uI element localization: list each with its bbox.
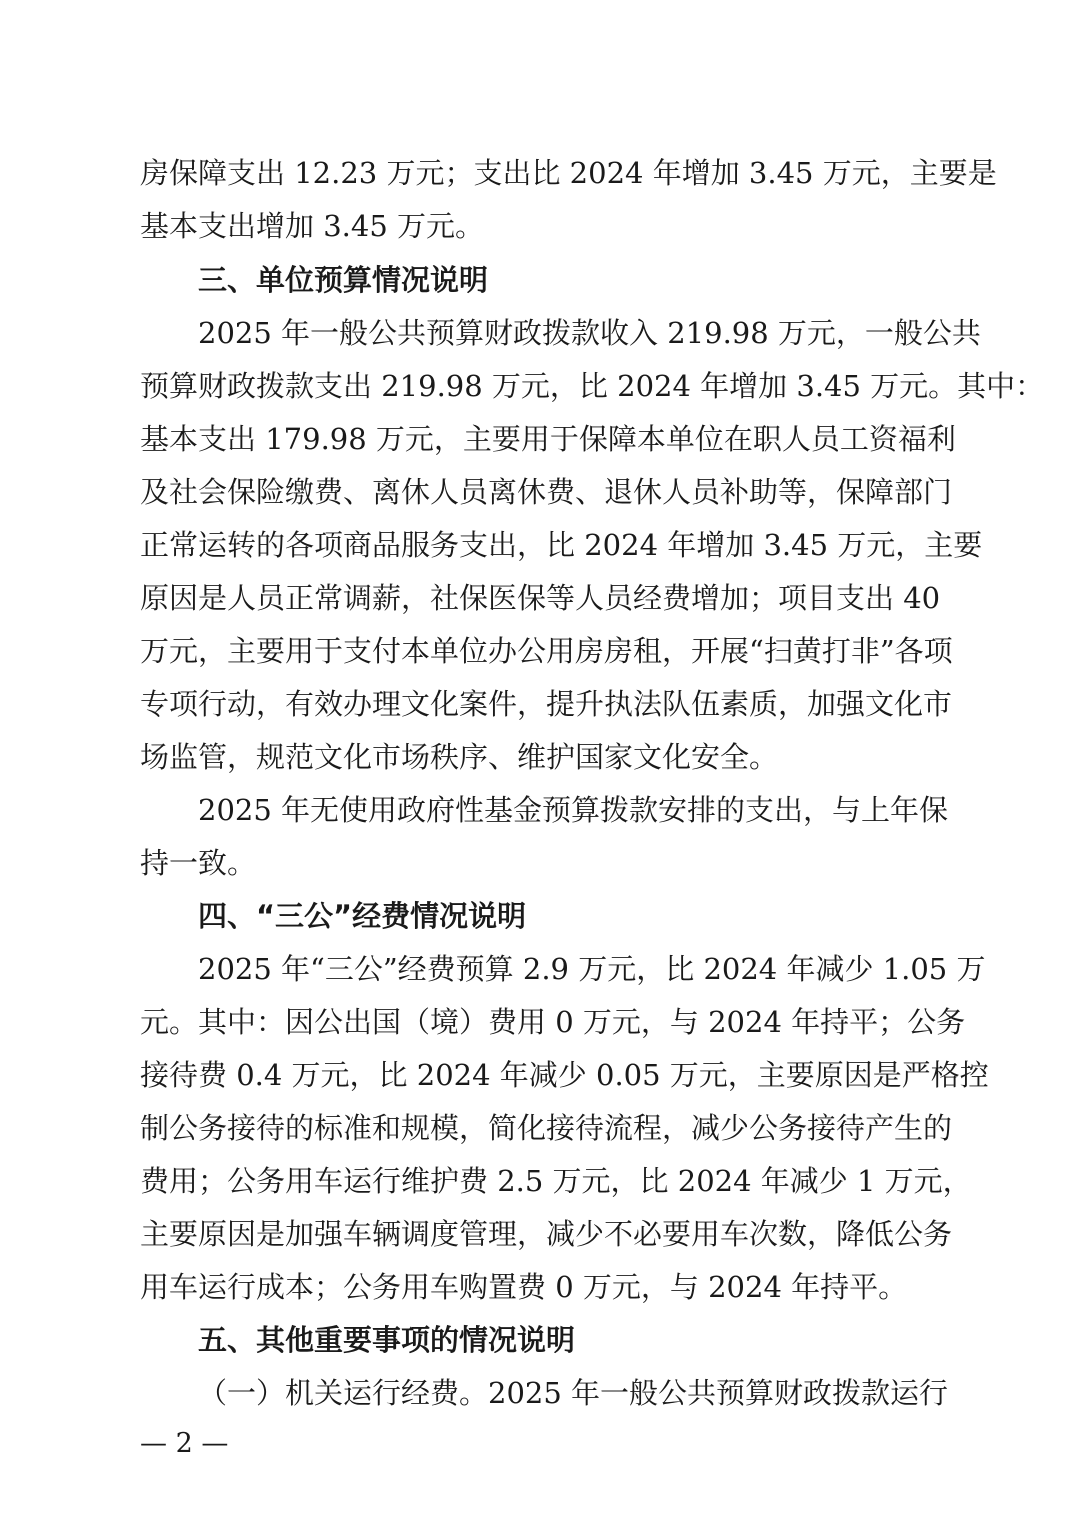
text-line: 元。其中：因公出国（境）费用 0 万元，与 2024 年持平；公务: [140, 1005, 966, 1039]
text-line: 原因是人员正常调薪，社保医保等人员经费增加；项目支出 40: [140, 581, 941, 615]
text-line: 场监管，规范文化市场秩序、维护国家文化安全。: [140, 740, 779, 774]
section-heading: 三、单位预算情况说明: [198, 263, 489, 297]
text-line: 制公务接待的标准和规模，简化接待流程，减少公务接待产生的: [140, 1111, 953, 1145]
section-heading: 四、“三公”经费情况说明: [198, 899, 527, 933]
text-line: 基本支出增加 3.45 万元。: [140, 209, 485, 243]
text-line: 用车运行成本；公务用车购置费 0 万元，与 2024 年持平。: [140, 1270, 908, 1304]
text-line: 预算财政拨款支出 219.98 万元，比 2024 年增加 3.45 万元。其中：: [140, 369, 1045, 403]
text-line: 2025 年无使用政府性基金预算拨款安排的支出，与上年保: [198, 793, 949, 827]
text-line: 2025 年“三公”经费预算 2.9 万元，比 2024 年减少 1.05 万: [198, 952, 986, 986]
text-line: 主要原因是加强车辆调度管理，减少不必要用车次数，降低公务: [140, 1217, 953, 1251]
text-line: 接待费 0.4 万元，比 2024 年减少 0.05 万元，主要原因是严格控: [140, 1058, 989, 1092]
text-line: 正常运转的各项商品服务支出，比 2024 年增加 3.45 万元，主要: [140, 528, 983, 562]
text-line: 费用；公务用车运行维护费 2.5 万元，比 2024 年减少 1 万元，: [140, 1164, 972, 1198]
text-line: 2025 年一般公共预算财政拨款收入 219.98 万元，一般公共: [198, 316, 981, 350]
text-line: 基本支出 179.98 万元，主要用于保障本单位在职人员工资福利: [140, 422, 956, 456]
text-line: 专项行动，有效办理文化案件，提升执法队伍素质，加强文化市: [140, 687, 953, 721]
page-number: — 2 —: [140, 1428, 229, 1459]
text-line: 万元，主要用于支付本单位办公用房房租，开展“扫黄打非”各项: [140, 634, 953, 668]
text-line: （一）机关运行经费。2025 年一般公共预算财政拨款运行: [198, 1376, 949, 1410]
text-line: 及社会保险缴费、离休人员离休费、退休人员补助等，保障部门: [140, 475, 953, 509]
text-line: 持一致。: [140, 846, 257, 880]
text-line: 房保障支出 12.23 万元；支出比 2024 年增加 3.45 万元，主要是: [140, 156, 997, 190]
section-heading: 五、其他重要事项的情况说明: [198, 1323, 576, 1357]
